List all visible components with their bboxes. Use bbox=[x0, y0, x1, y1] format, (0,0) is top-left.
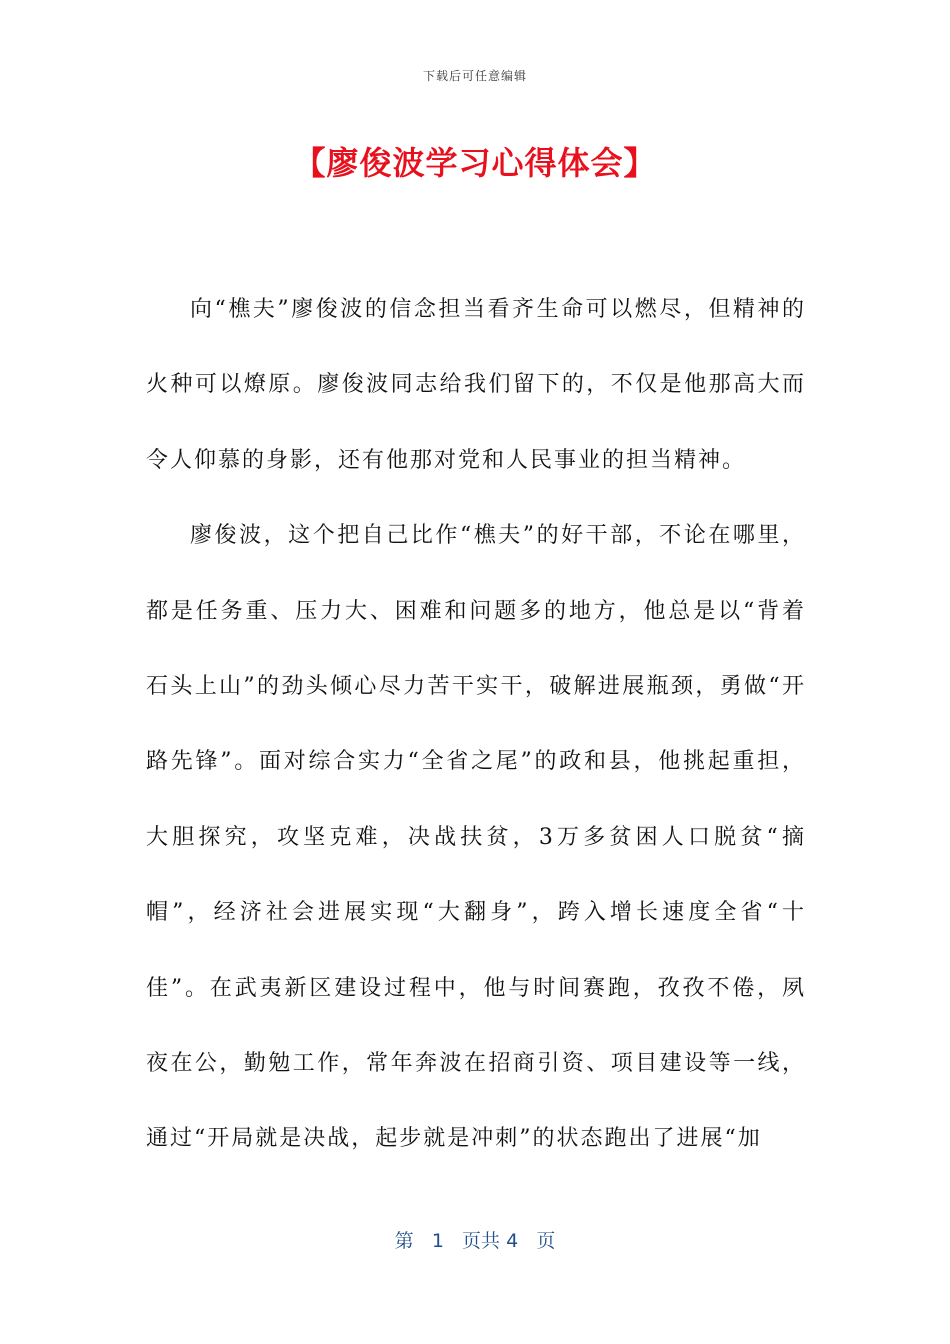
document-title: 【廖俊波学习心得体会】 bbox=[293, 144, 657, 182]
header-note: 下载后可任意编辑 bbox=[422, 69, 527, 83]
footer-label-page: 第 bbox=[394, 1230, 414, 1252]
paragraph-1: 向“樵夫”廖俊波的信念担当看齐生命可以燃尽，但精神的火种可以燎原。廖俊波同志给我们留下的，不仅是他那高大而令人仰慕的身影，还有他那对党和人民事业的担当精神。 bbox=[146, 297, 806, 473]
footer-label-total: 页共 bbox=[462, 1230, 501, 1252]
paragraph-2: 廖俊波，这个把自己比作“樵夫”的好干部，不论在哪里，都是任务重、压力大、困难和问题多的地方，他总是以“背着石头上山”的劲头倾心尽力苦干实干，破解进展瓶颈，勇做“开路先锋”。面对综合实力“全省之尾”的政和县，他挑起重担，大胆探究，攻坚克难，决战扶贫，3万多贫困人口脱贫“摘帽”，经济社会进展实现“大翻身”，跨入增长速度全省“十佳”。在武夷新区建设过程中，他与时间赛跑，孜孜不倦，夙夜在公，勤勉工作，常年奔波在招商引资、项目建设等一线，通过“开局就是决战，起步就是冲刺”的状态跑出了进展“加 bbox=[146, 523, 806, 1152]
document-body bbox=[146, 272, 806, 1177]
footer-label-end: 页 bbox=[536, 1230, 556, 1252]
footer-total-pages: 4 bbox=[506, 1230, 519, 1252]
page-footer bbox=[0, 1226, 950, 1253]
footer-current-page: 1 bbox=[431, 1230, 444, 1252]
